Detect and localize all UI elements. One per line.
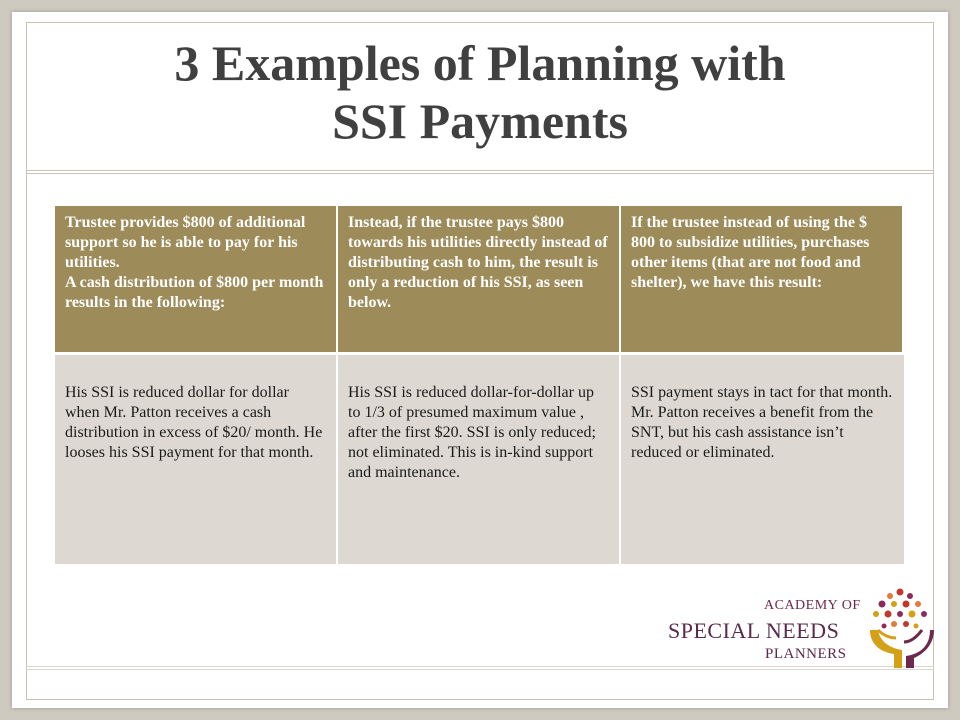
logo-text-line-1: ACADEMY OF: [764, 598, 861, 613]
result-text: His SSI is reduced dollar-for-dollar up to 1/3 of presumed maximum value , after the first $20. SSI is only reduced; not eliminated. This is in-kind support and maintenance.: [348, 384, 596, 481]
header-cell-pay-utilities: [338, 206, 621, 355]
result-cell-cash-distribution: [55, 355, 338, 564]
result-cell-pay-utilities: [338, 355, 621, 564]
logo-text-line-2: SPECIAL NEEDS: [668, 618, 840, 643]
result-text: SSI payment stays in tact for that month. Mr. Patton receives a benefit from the SNT, but his cash assistance isn’t reduced or eliminated.: [631, 384, 893, 461]
header-text: A cash distribution of $800 per month results in the following:: [65, 274, 324, 311]
header-cell-cash-distribution: [55, 206, 338, 355]
header-text: Trustee provides $800 of additional support so he is able to pay for his utilities.: [65, 214, 306, 271]
slide-title-line-2: SSI Payments: [332, 93, 628, 149]
academy-logo: [668, 586, 938, 670]
title-divider: [26, 170, 934, 174]
header-text: If the trustee instead of using the $ 800 to subsidize utilities, purchases other items (that are not food and shelter), we have this result:: [631, 214, 870, 291]
hands-holding-dots-icon: [864, 586, 936, 670]
result-cell-other-items: [621, 355, 904, 564]
examples-table: [55, 206, 904, 564]
header-text: Instead, if the trustee pays $800 towards his utilities directly instead of distributing cash to him, the result is only a reduction of his SSI, as seen below.: [348, 214, 608, 311]
slide-title-line-1: 3 Examples of Planning with: [174, 35, 786, 91]
result-text: His SSI is reduced dollar for dollar when Mr. Patton receives a cash distribution in excess of $20/ month. He looses his SSI payment for that month.: [65, 384, 323, 461]
slide-title: [26, 34, 934, 150]
logo-text-line-3: PLANNERS: [765, 646, 847, 662]
header-cell-other-items: [621, 206, 904, 355]
